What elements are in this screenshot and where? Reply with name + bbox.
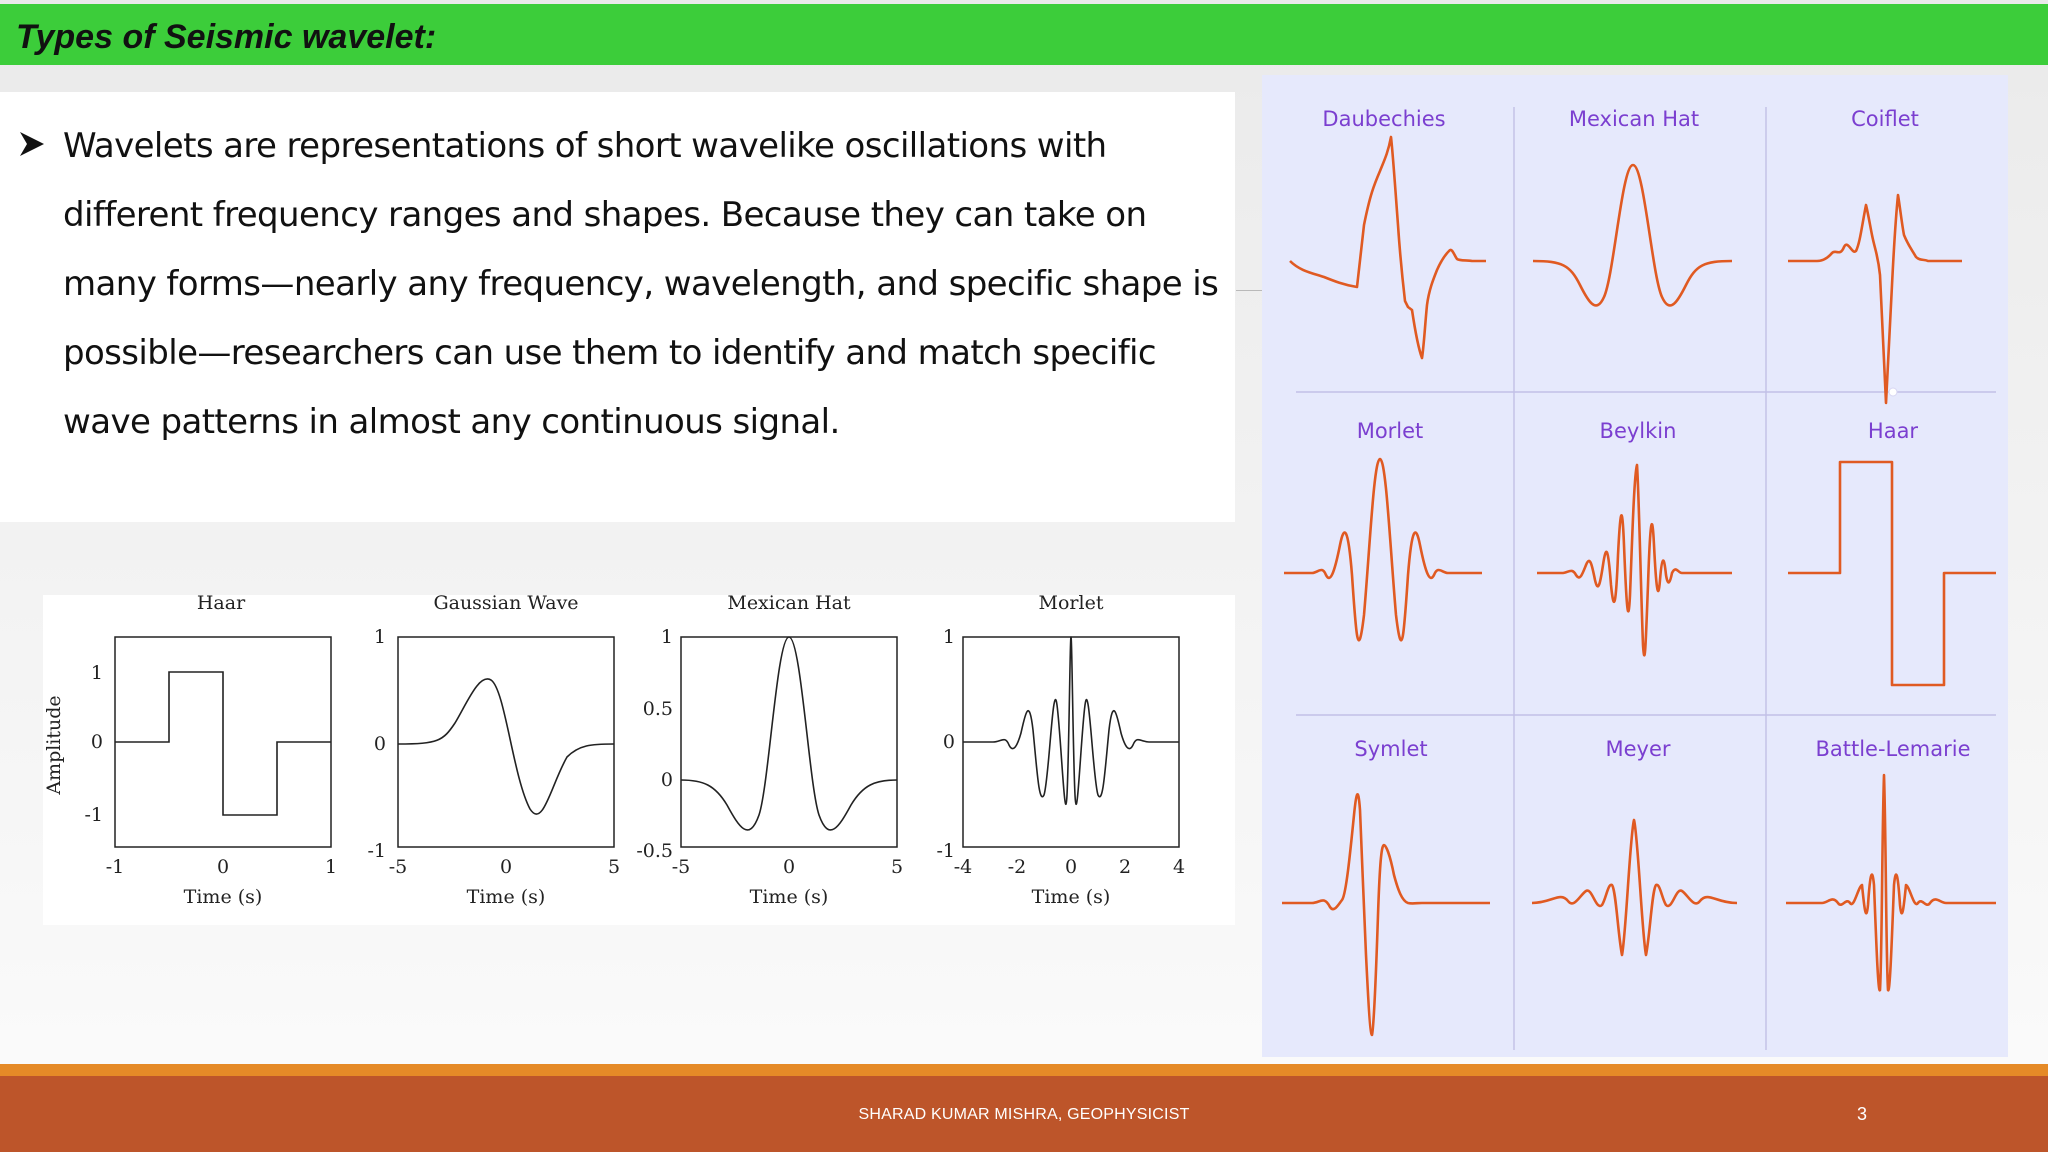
wavelet-grid-svg [1262,75,2008,1057]
plot-title-mexican-hat: Mexican Hat [727,595,851,614]
tick-mh-y4: -0.5 [636,840,673,862]
label-morlet: Morlet [1356,419,1424,443]
footer-author: SHARAD KUMAR MISHRA, GEOPHYSICIST [858,1106,1190,1123]
tick-gauss-x2: 0 [499,856,513,878]
tick-gauss-y1: 1 [373,626,386,648]
footer-bar [0,1076,2048,1152]
page-number: 3 [1857,1104,1868,1124]
curve-morlet-grid [1284,459,1482,640]
tick-haar-y3: -1 [84,804,103,826]
label-meyer: Meyer [1605,737,1671,761]
tick-gauss-y2: 0 [373,733,386,755]
bullet-paragraph: Wavelets are representations of short wavelike oscillations with different frequency ranges and shapes. Because they can take on many forms—nearly any frequency, wavelength, and specific shape is possible—researchers can use them to identify and match specific wave patterns in almost any continuous signal. [63,126,1219,442]
xlabel-haar: Time (s) [183,886,263,908]
plot-title-gaussian: Gaussian Wave [433,595,579,614]
tick-haar-x1: -1 [105,856,125,878]
curve-coiflet [1788,195,1962,403]
wavelet-plots-figure [43,595,1235,925]
xlabel-mexican-hat: Time (s) [749,886,829,908]
tick-morlet-y3: -1 [936,840,955,862]
tick-gauss-x3: 5 [607,856,621,878]
curve-symlet [1282,794,1490,1035]
curve-daubechies [1290,137,1486,358]
divider-line [1236,290,1262,291]
tick-mh-x2: 0 [782,856,796,878]
label-symlet: Symlet [1354,737,1428,761]
label-coiflet: Coiflet [1851,107,1919,131]
plot-title-morlet: Morlet [1038,595,1104,614]
curve-haar-grid [1788,462,1996,685]
xlabel-gaussian: Time (s) [466,886,546,908]
bullet-text-box [0,92,1235,522]
footer-stripe [0,1064,2048,1076]
tick-mh-y2: 0.5 [642,698,673,720]
tick-haar-x3: 1 [324,856,338,878]
label-mexican-hat: Mexican Hat [1568,107,1700,131]
curve-mexican-hat [681,637,897,830]
tick-morlet-y1: 1 [942,626,955,648]
amplitude-label: Amplitude [43,695,65,795]
curve-gaussian [398,679,614,814]
curve-battle-lemarie [1786,775,1996,990]
curve-meyer [1532,820,1737,955]
grid-node-dot [1889,388,1897,396]
label-haar: Haar [1867,419,1919,443]
wavelet-family-grid [1262,75,2008,1057]
slide-title: Types of Seismic wavelet: [16,18,437,56]
tick-mh-y3: 0 [660,769,673,791]
tick-haar-y2: 0 [90,731,103,753]
title-bar [0,4,2048,65]
tick-morlet-x3: 0 [1064,856,1078,878]
tick-gauss-y3: -1 [367,840,386,862]
tick-morlet-x4: 2 [1118,856,1132,878]
curve-mexican-hat-grid [1533,165,1732,305]
tick-morlet-x2: -2 [1007,856,1027,878]
wavelet-plots-svg [43,595,1235,925]
tick-gauss-x1: -5 [388,856,408,878]
xlabel-morlet: Time (s) [1031,886,1111,908]
bullet-arrow-icon [18,130,46,158]
label-daubechies: Daubechies [1322,107,1446,131]
label-battle-lemarie: Battle-Lemarie [1815,737,1971,761]
tick-haar-x2: 0 [216,856,230,878]
curve-morlet [963,637,1179,804]
tick-mh-y1: 1 [660,626,673,648]
curve-haar [115,672,331,815]
tick-morlet-y2: 0 [942,731,955,753]
label-beylkin: Beylkin [1599,419,1677,443]
curve-beylkin [1537,465,1732,655]
plot-frame-mexican-hat [681,637,897,847]
plot-title-haar: Haar [196,595,246,614]
tick-mh-x1: -5 [671,856,691,878]
tick-haar-y1: 1 [90,662,103,684]
tick-mh-x3: 5 [890,856,904,878]
tick-morlet-x5: 4 [1172,856,1186,878]
tick-morlet-x1: -4 [953,856,973,878]
